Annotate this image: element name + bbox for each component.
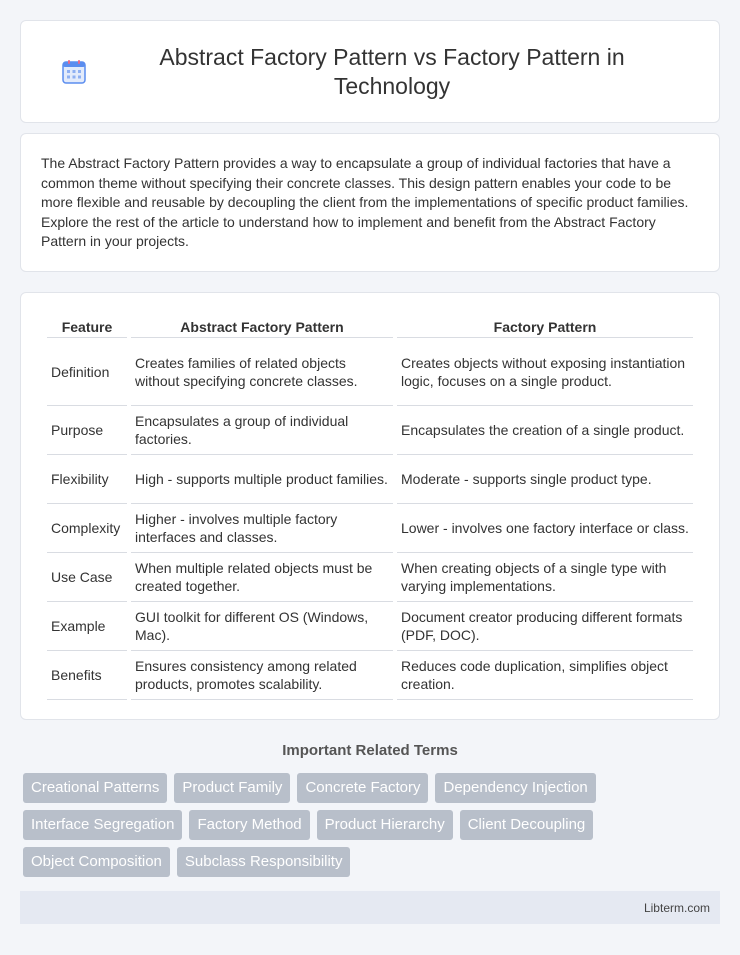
related-terms-heading: Important Related Terms [282,742,458,759]
feature-cell: Complexity [47,504,127,553]
header-factory: Factory Pattern [397,313,693,338]
table-row [47,651,693,700]
table-row [47,602,693,651]
abstract-factory-cell: Higher - involves multiple factory interfaces and classes. [131,504,393,553]
factory-cell: Creates objects without exposing instantiation logic, focuses on a single product. [397,338,693,406]
factory-cell: Moderate - supports single product type. [397,455,693,504]
related-term-tag[interactable]: Object Composition [23,847,170,877]
table-row [47,406,693,455]
intro-paragraph: The Abstract Factory Pattern provides a way to encapsulate a group of individual factories that have a common theme without specifying their concrete classes. This design pattern enables your code to be more flexible and reusable by decoupling the client from the implementations of specific product families. Explore the rest of the article to understand how to implement and benefit from the Abstract Factory Pattern in your projects. [41,155,689,249]
related-term-tag[interactable]: Subclass Responsibility [177,847,351,877]
comparison-table [43,313,697,700]
abstract-factory-cell: Encapsulates a group of individual factories. [131,406,393,455]
feature-cell: Benefits [47,651,127,700]
related-term-tag[interactable]: Interface Segregation [23,810,182,840]
related-terms-list [23,773,723,877]
table-header-row [47,313,693,338]
factory-cell: Lower - involves one factory interface or class. [397,504,693,553]
feature-cell: Flexibility [47,455,127,504]
header-feature: Feature [47,313,127,338]
abstract-factory-cell: Creates families of related objects without specifying concrete classes. [131,338,393,406]
page-title: Abstract Factory Pattern vs Factory Pattern in Technology [159,43,625,99]
related-term-tag[interactable]: Creational Patterns [23,773,167,803]
feature-cell: Example [47,602,127,651]
related-term-tag[interactable]: Factory Method [189,810,309,840]
abstract-factory-cell: When multiple related objects must be created together. [131,553,393,602]
factory-cell: Reduces code duplication, simplifies object creation. [397,651,693,700]
factory-cell: Encapsulates the creation of a single product. [397,406,693,455]
table-row [47,455,693,504]
abstract-factory-cell: GUI toolkit for different OS (Windows, Mac). [131,602,393,651]
related-term-tag[interactable]: Client Decoupling [460,810,594,840]
intro-card [20,133,720,272]
calendar-grid-icon [61,59,87,85]
feature-cell: Use Case [47,553,127,602]
header-card [20,20,720,123]
related-term-tag[interactable]: Concrete Factory [297,773,428,803]
comparison-table-card [20,292,720,720]
factory-cell: Document creator producing different formats (PDF, DOC). [397,602,693,651]
feature-cell: Purpose [47,406,127,455]
related-term-tag[interactable]: Product Family [174,773,290,803]
table-row [47,338,693,406]
table-row [47,504,693,553]
abstract-factory-cell: Ensures consistency among related products, promotes scalability. [131,651,393,700]
table-row [47,553,693,602]
related-term-tag[interactable]: Product Hierarchy [317,810,453,840]
related-term-tag[interactable]: Dependency Injection [435,773,595,803]
factory-cell: When creating objects of a single type with varying implementations. [397,553,693,602]
footer [20,891,720,924]
header-abstract-factory: Abstract Factory Pattern [131,313,393,338]
abstract-factory-cell: High - supports multiple product families. [131,455,393,504]
footer-site-link[interactable]: Libterm.com [643,900,710,915]
feature-cell: Definition [47,338,127,406]
